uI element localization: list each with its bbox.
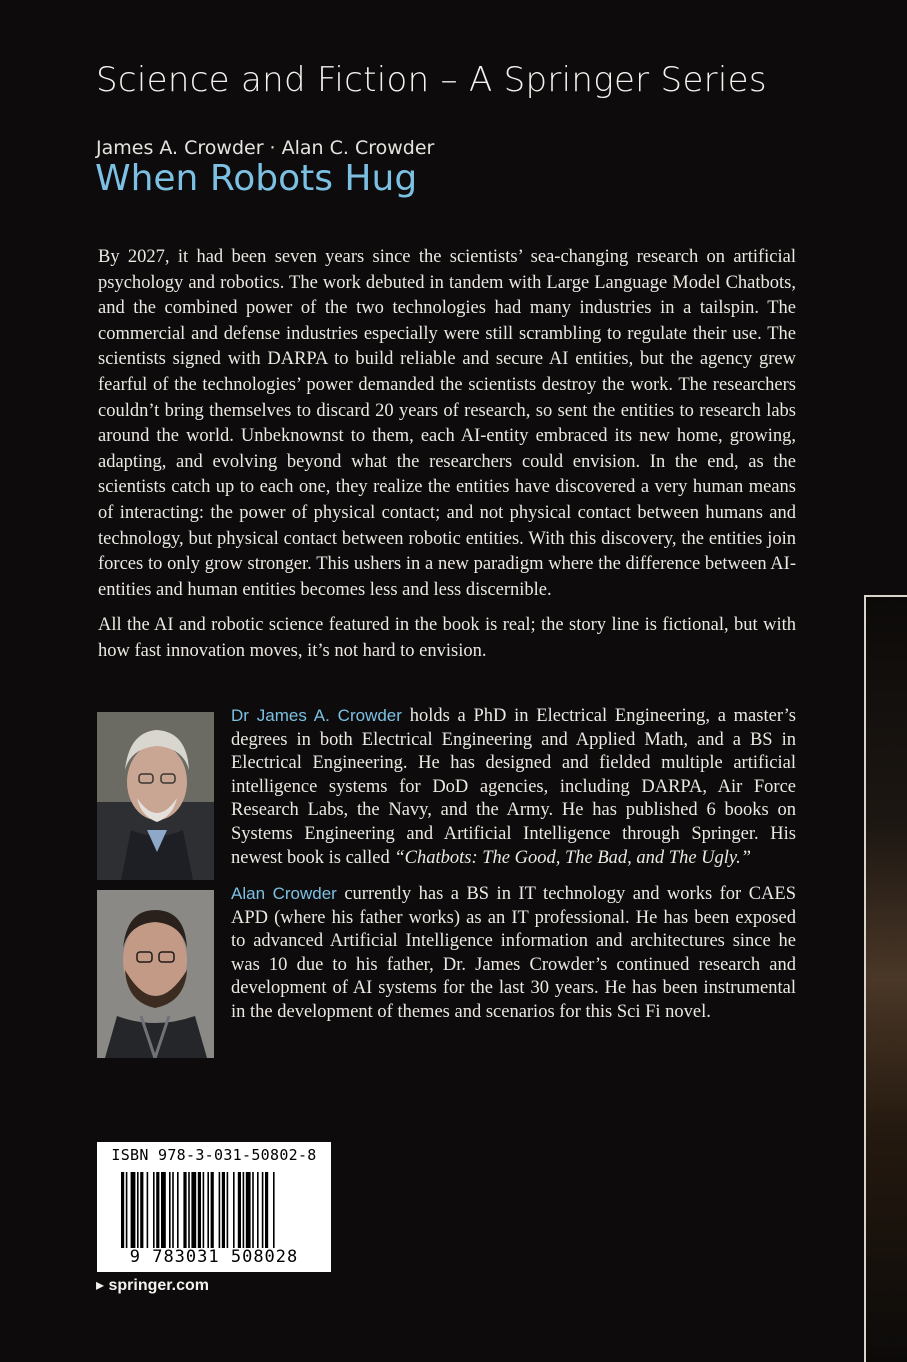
barcode-bar: [257, 1172, 259, 1248]
barcode-bar: [161, 1172, 166, 1248]
barcode-bar: [153, 1172, 155, 1248]
barcode-bar: [191, 1172, 196, 1248]
barcode-bar: [227, 1172, 229, 1248]
isbn-label: ISBN 978-3-031-50802-8: [111, 1146, 317, 1164]
front-cover-edge: [864, 595, 907, 1362]
barcode-bar: [198, 1172, 201, 1248]
author-photo-alan: [97, 890, 214, 1058]
barcode-bar: [219, 1172, 221, 1248]
series-title: Science and Fiction – A Springer Series: [96, 60, 767, 100]
website-url: springer.com: [108, 1277, 209, 1294]
barcode-bar: [207, 1172, 209, 1248]
book-authors: James A. Crowder · Alan C. Crowder: [96, 137, 435, 159]
barcode-bar: [211, 1172, 214, 1248]
barcode-bar: [121, 1172, 124, 1248]
author-photo-james: [97, 712, 214, 880]
author-bio-text: [231, 882, 796, 1025]
publisher-website[interactable]: [96, 1275, 209, 1295]
barcode-bar: [265, 1172, 268, 1248]
barcode-bar: [243, 1172, 245, 1248]
barcode-bar: [262, 1172, 264, 1248]
barcode-bar: [137, 1172, 139, 1248]
barcode-bar: [126, 1172, 128, 1248]
book-blurb: [98, 245, 796, 675]
barcode-bar: [169, 1172, 171, 1248]
barcode-bars: [121, 1172, 307, 1248]
barcode-bar: [156, 1172, 159, 1248]
barcode-bar: [252, 1172, 254, 1248]
barcode-bar: [177, 1172, 179, 1248]
book-title: When Robots Hug: [95, 158, 418, 199]
barcode-bar: [203, 1172, 205, 1248]
author-bio-body: currently has a BS in IT technology and works for CAES APD (where his father works) as an IT professional. He has been exposed to advanced Artificial Intelligence information and architectures since he was 10 due to his father, Dr. James Crowder’s continued research and development of AI systems for the last 30 years. He has been instrumental in the development of themes and scenarios for this Sci Fi novel.: [231, 884, 796, 1022]
barcode-bar: [147, 1172, 149, 1248]
barcode-bar: [273, 1172, 275, 1248]
isbn-digits: 9 783031 508028: [129, 1247, 299, 1267]
blurb-paragraph: By 2027, it had been seven years since the scientists’ sea-changing research on artificial psychology and robotics. The work debuted in tandem with Large Language Model Chatbots, and the combined power of the two technologies had many industries in a tailspin. The commercial and defense industries especially were still scrambling to regulate their use. The scientists signed with DARPA to build reliable and secure AI entities, but the agency grew fearful of the technologies’ power demanded the scientists destroy the work. The researchers couldn’t bring themselves to discard 20 years of research, so sent the entities to research labs around the world. Unbeknownst to them, each AI-entity embraced its new home, growing, adapting, and evolving beyond what the researchers could envision. In the end, as the scientists catch up to each one, they realize the entities have discovered a very human means of interacting: the power of physical contact; and not physical contact between humans and technology, but physical contact between robotic entities. With this discovery, the entities join forces to only grow stronger. This ushers in a new paradigm where the difference between AI-entities and human entities becomes less and less discernible.: [98, 247, 796, 600]
author-name: Dr James A. Crowder: [231, 706, 402, 725]
barcode-bar: [188, 1172, 190, 1248]
barcode-bar: [183, 1172, 186, 1248]
barcode-bar: [246, 1172, 251, 1248]
arrow-right-icon: ▸: [96, 1277, 105, 1294]
barcode-bar: [233, 1172, 235, 1248]
blurb-paragraph: All the AI and robotic science featured in the book is real; the story line is fictional, but with how fast innovation moves, it’s not hard to envision.: [98, 615, 796, 661]
barcode-bar: [131, 1172, 136, 1248]
barcode-bar: [238, 1172, 241, 1248]
book-reference: “Chatbots: The Good, The Bad, and The Ugly.”: [394, 847, 752, 868]
isbn-barcode: [97, 1142, 331, 1272]
barcode-bar: [222, 1172, 225, 1248]
barcode-bar: [140, 1172, 143, 1248]
author-name: Alan Crowder: [231, 884, 337, 903]
author-bio-text: [231, 704, 796, 870]
barcode-bar: [172, 1172, 174, 1248]
author-bio-body: holds a PhD in Electrical Engineering, a master’s degrees in both Electrical Engineering and Applied Math, and a BS in Electrical Engineering. He has designed and fielded multiple artificial intelligence systems for DoD agencies, including DARPA, Air Force Research Labs, the Navy, and the Army. He has published 6 books on Systems Engineering and Artificial Intelligence through Springer. His newest book is called: [231, 706, 797, 868]
